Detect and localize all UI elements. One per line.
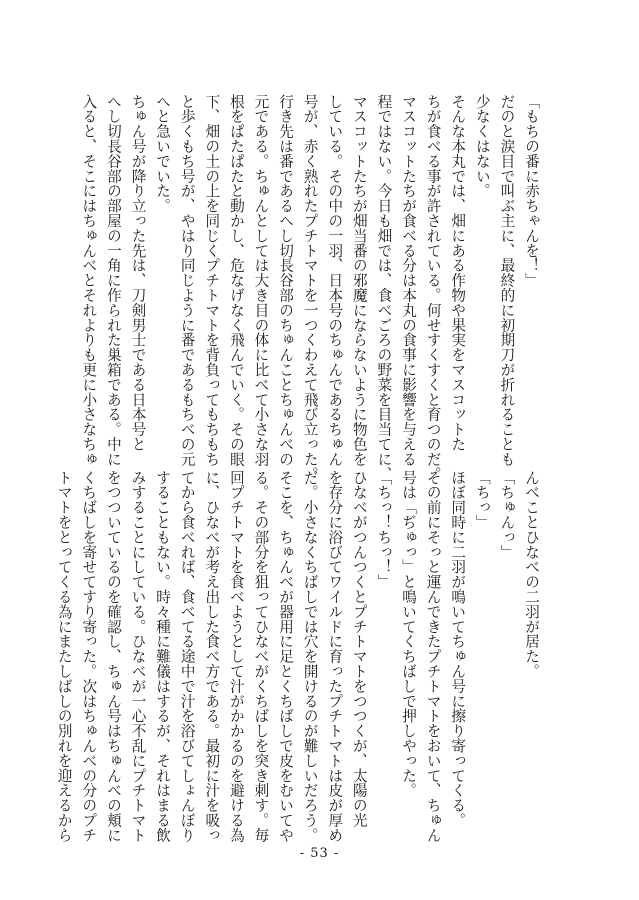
text-line: 「もちの番に赤ちゃんを！」 xyxy=(523,94,540,288)
text-line: 号は「ぢゅっ」と鳴いてくちばしで押しやった。 xyxy=(400,470,418,798)
text-line: そこを、ちゅんべが器用に足とくちばしで皮をむいてや xyxy=(277,470,295,843)
text-line: 行き先は番であるへし切長谷部のちゅんことちゅんべの xyxy=(277,94,295,467)
text-line: を存分に浴びてワイルドに育ったプチトマトは皮が厚め xyxy=(326,470,344,843)
text-line: マスコットたちが畑当番の邪魔にならないように物色を xyxy=(350,94,368,467)
text-line: トマトをとってくる為にまたしばしの別れを迎えるから xyxy=(55,470,73,843)
text-line: 少なくはない。 xyxy=(473,94,491,199)
text-column-block-upper xyxy=(76,94,543,482)
text-line: る。その部分を狙ってひなべがくちばしを突き刺す。毎 xyxy=(252,470,270,843)
text-line: みすることにしている。ひなべが一心不乱にプチトマト xyxy=(129,470,147,843)
text-line: んべことひなべの二羽が居た。 xyxy=(523,470,540,679)
text-line: マスコットたちが食べる分は本丸の食事に影響を与える xyxy=(400,94,418,467)
text-line: くちばしを寄せてすり寄った。次はちゅんべの分のプチ xyxy=(80,470,98,843)
text-line: だ。小さなくちばしでは穴を開けるのが難しいだろう。 xyxy=(301,470,319,843)
text-line: だのと涙目で叫ぶ主に、最終的に初期刀が折れることも xyxy=(498,94,516,467)
text-line: に、ひなべが考え出した食べ方である。最初に汁を吸っ xyxy=(203,470,221,843)
text-line: することもない。時々種に難儀はするが、それはまる飲 xyxy=(154,470,172,843)
text-line: ちが食べる事が許されている。何せすくすくと育つのだ。 xyxy=(424,94,442,482)
page-number: - 53 - xyxy=(299,846,340,861)
text-line: をつついているのを確認し、ちゅん号はちゅんべの頬に xyxy=(104,470,122,843)
text-line: 下、畑の土の上を同じくプチトマトを背負ってもちもち xyxy=(203,94,221,467)
text-line: そんな本丸では、畑にある作物や果実をマスコットた xyxy=(449,94,467,452)
text-line: 「ちゅんっ」 xyxy=(498,470,516,560)
text-line: ちゅん号が降り立った先は、刀剣男士である日本号と xyxy=(129,94,147,452)
text-line: 根をぱたぱたと動かし、危なげなく飛んでいく。その眼 xyxy=(227,94,245,467)
text-line: 元である。ちゅんとしては大き目の体に比べて小さな羽 xyxy=(252,94,270,467)
text-line: している。その中の一羽、日本号のちゅんであるちゅん xyxy=(326,94,344,467)
text-line: へし切長谷部の部屋の一角に作られた巣箱である。中に xyxy=(104,94,122,467)
text-line: 程ではない。今日も畑では、食べごろの野菜を目当てに、 xyxy=(375,94,393,482)
text-line: ひなべがつんつくとプチトマトをつつくが、太陽の光 xyxy=(350,470,368,828)
text-line: 回プチトマトを食べようとして汁がかかるのを避ける為 xyxy=(227,470,245,843)
text-line: と歩くもち号が、やはり同じように番であるもちべの元 xyxy=(178,94,196,467)
text-column-block-lower xyxy=(51,470,543,843)
text-line: その前にそっと運んできたプチトマトをおいて、ちゅん xyxy=(424,470,442,843)
text-line: ほぼ同時に二羽が鳴いてちゅん号に擦り寄ってくる。 xyxy=(449,470,467,828)
text-line: 号が、赤く熟れたプチトマトを一つくわえて飛び立った。 xyxy=(301,94,319,482)
text-line: 「ちっ！ちっ！」 xyxy=(375,470,393,590)
text-line: 「ちっ」 xyxy=(473,470,491,530)
text-line: へと急いでいた。 xyxy=(154,94,172,214)
text-line: 入ると、そこにはちゅんべとそれよりも更に小さなちゅ xyxy=(80,94,98,467)
text-line: てから食べれば、食べてる途中で汁を浴びてしょんぼり xyxy=(178,470,196,843)
